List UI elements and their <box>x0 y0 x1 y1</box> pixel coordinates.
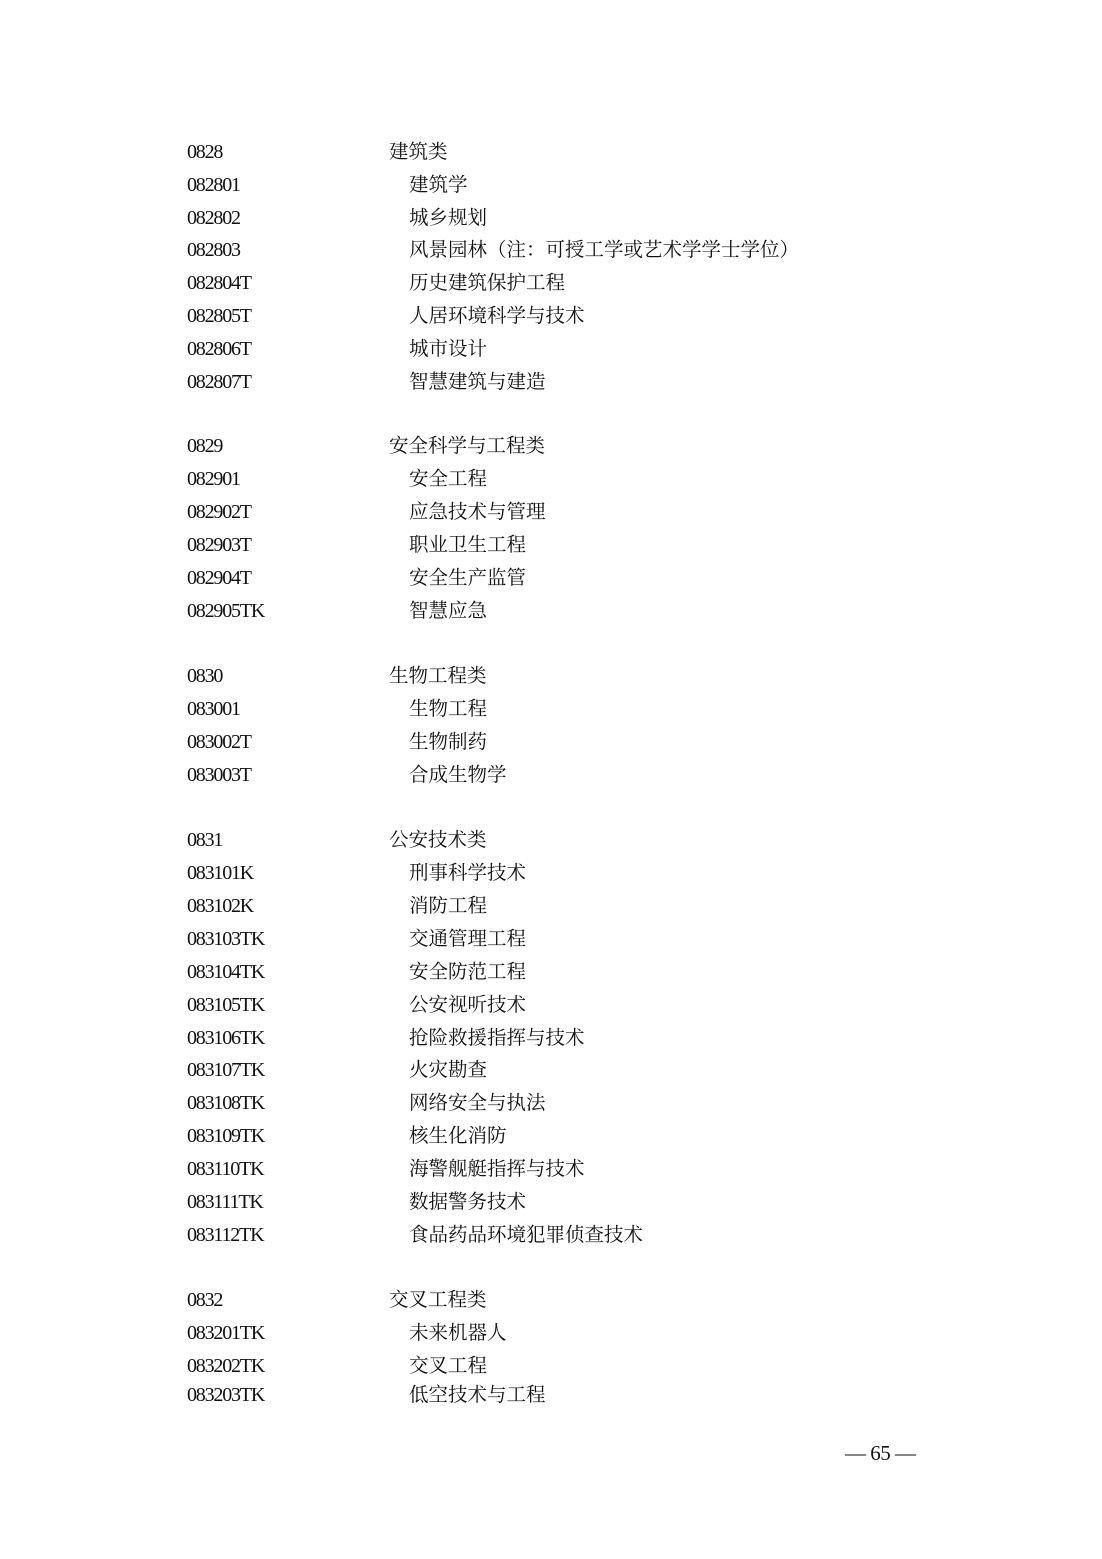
major-name: 数据警务技术 <box>409 1190 527 1213</box>
major-row <box>0 206 1102 236</box>
major-row <box>0 500 1102 530</box>
major-row <box>0 370 1102 400</box>
category-code: 0828 <box>187 141 223 163</box>
major-row <box>0 993 1102 1023</box>
major-row <box>0 271 1102 301</box>
major-row <box>0 238 1102 268</box>
major-name: 交通管理工程 <box>409 927 527 950</box>
major-row <box>0 730 1102 760</box>
major-code: 083111TK <box>187 1191 263 1213</box>
major-row <box>0 467 1102 497</box>
major-name: 公安视听技术 <box>409 993 527 1016</box>
major-name: 低空技术与工程 <box>409 1383 546 1406</box>
major-row <box>0 1124 1102 1154</box>
major-name: 城市设计 <box>409 337 488 360</box>
major-row <box>0 599 1102 629</box>
major-code: 082802 <box>187 207 240 229</box>
major-code: 083003T <box>187 764 251 786</box>
major-code: 082805T <box>187 305 251 327</box>
major-row <box>0 894 1102 924</box>
category-code: 0831 <box>187 829 223 851</box>
major-code: 082803 <box>187 239 240 261</box>
major-name: 未来机器人 <box>409 1321 507 1344</box>
major-code: 083107TK <box>187 1059 265 1081</box>
category-row <box>0 828 1102 858</box>
major-name: 生物制药 <box>409 730 488 753</box>
major-code: 083106TK <box>187 1027 265 1049</box>
major-name: 核生化消防 <box>409 1124 507 1147</box>
major-row <box>0 1026 1102 1056</box>
category-name: 建筑类 <box>389 140 448 163</box>
major-name: 风景园林（注：可授工学或艺术学学士学位） <box>409 238 800 261</box>
major-name: 安全工程 <box>409 467 488 490</box>
category-name: 公安技术类 <box>389 828 487 851</box>
major-row <box>0 566 1102 596</box>
major-code: 082905TK <box>187 600 265 622</box>
major-row <box>0 1190 1102 1220</box>
major-code: 083108TK <box>187 1092 265 1114</box>
category-name: 安全科学与工程类 <box>389 434 546 457</box>
major-code: 082903T <box>187 534 251 556</box>
major-row <box>0 533 1102 563</box>
major-name: 食品药品环境犯罪侦查技术 <box>409 1223 644 1246</box>
major-code: 082901 <box>187 468 240 490</box>
category-row <box>0 1288 1102 1318</box>
major-name: 建筑学 <box>409 173 468 196</box>
major-name: 交叉工程 <box>409 1354 488 1377</box>
major-name: 职业卫生工程 <box>409 533 527 556</box>
major-code: 083202TK <box>187 1355 265 1377</box>
major-row <box>0 1223 1102 1253</box>
major-code: 083109TK <box>187 1125 265 1147</box>
major-code: 083104TK <box>187 961 265 983</box>
major-row <box>0 1058 1102 1088</box>
major-row <box>0 1321 1102 1351</box>
major-name: 海警舰艇指挥与技术 <box>409 1157 585 1180</box>
page-number: — 65 — <box>845 1441 916 1465</box>
major-code: 083002T <box>187 731 251 753</box>
major-row <box>0 1354 1102 1384</box>
major-row <box>0 763 1102 793</box>
major-code: 083001 <box>187 698 240 720</box>
major-name: 刑事科学技术 <box>409 861 527 884</box>
major-row <box>0 1383 1102 1413</box>
major-code: 082904T <box>187 567 251 589</box>
major-row <box>0 960 1102 990</box>
major-name: 人居环境科学与技术 <box>409 304 585 327</box>
major-name: 城乡规划 <box>409 206 488 229</box>
major-row <box>0 1157 1102 1187</box>
major-name: 火灾勘查 <box>409 1058 488 1081</box>
major-name: 抢险救援指挥与技术 <box>409 1026 585 1049</box>
major-code: 082801 <box>187 174 240 196</box>
major-row <box>0 861 1102 891</box>
category-name: 交叉工程类 <box>389 1288 487 1311</box>
category-row <box>0 140 1102 170</box>
major-name: 合成生物学 <box>409 763 507 786</box>
major-name: 历史建筑保护工程 <box>409 271 566 294</box>
major-name: 智慧建筑与建造 <box>409 370 546 393</box>
major-code: 083110TK <box>187 1158 264 1180</box>
major-code: 082902T <box>187 501 251 523</box>
major-row <box>0 173 1102 203</box>
major-name: 安全防范工程 <box>409 960 527 983</box>
major-name: 消防工程 <box>409 894 488 917</box>
major-row <box>0 927 1102 957</box>
category-code: 0829 <box>187 435 223 457</box>
category-code: 0830 <box>187 665 223 687</box>
major-code: 082807T <box>187 371 251 393</box>
major-name: 智慧应急 <box>409 599 488 622</box>
major-code: 083112TK <box>187 1224 264 1246</box>
major-code: 082806T <box>187 338 251 360</box>
major-name: 生物工程 <box>409 697 488 720</box>
major-code: 082804T <box>187 272 251 294</box>
major-row <box>0 337 1102 367</box>
major-code: 083101K <box>187 862 254 884</box>
category-code: 0832 <box>187 1289 223 1311</box>
major-code: 083203TK <box>187 1384 265 1406</box>
major-code: 083105TK <box>187 994 265 1016</box>
category-row <box>0 664 1102 694</box>
major-code: 083102K <box>187 895 254 917</box>
major-name: 网络安全与执法 <box>409 1091 546 1114</box>
major-row <box>0 304 1102 334</box>
major-code: 083201TK <box>187 1322 265 1344</box>
category-row <box>0 434 1102 464</box>
major-code: 083103TK <box>187 928 265 950</box>
major-name: 应急技术与管理 <box>409 500 546 523</box>
major-row <box>0 1091 1102 1121</box>
major-name: 安全生产监管 <box>409 566 527 589</box>
major-row <box>0 697 1102 727</box>
category-name: 生物工程类 <box>389 664 487 687</box>
